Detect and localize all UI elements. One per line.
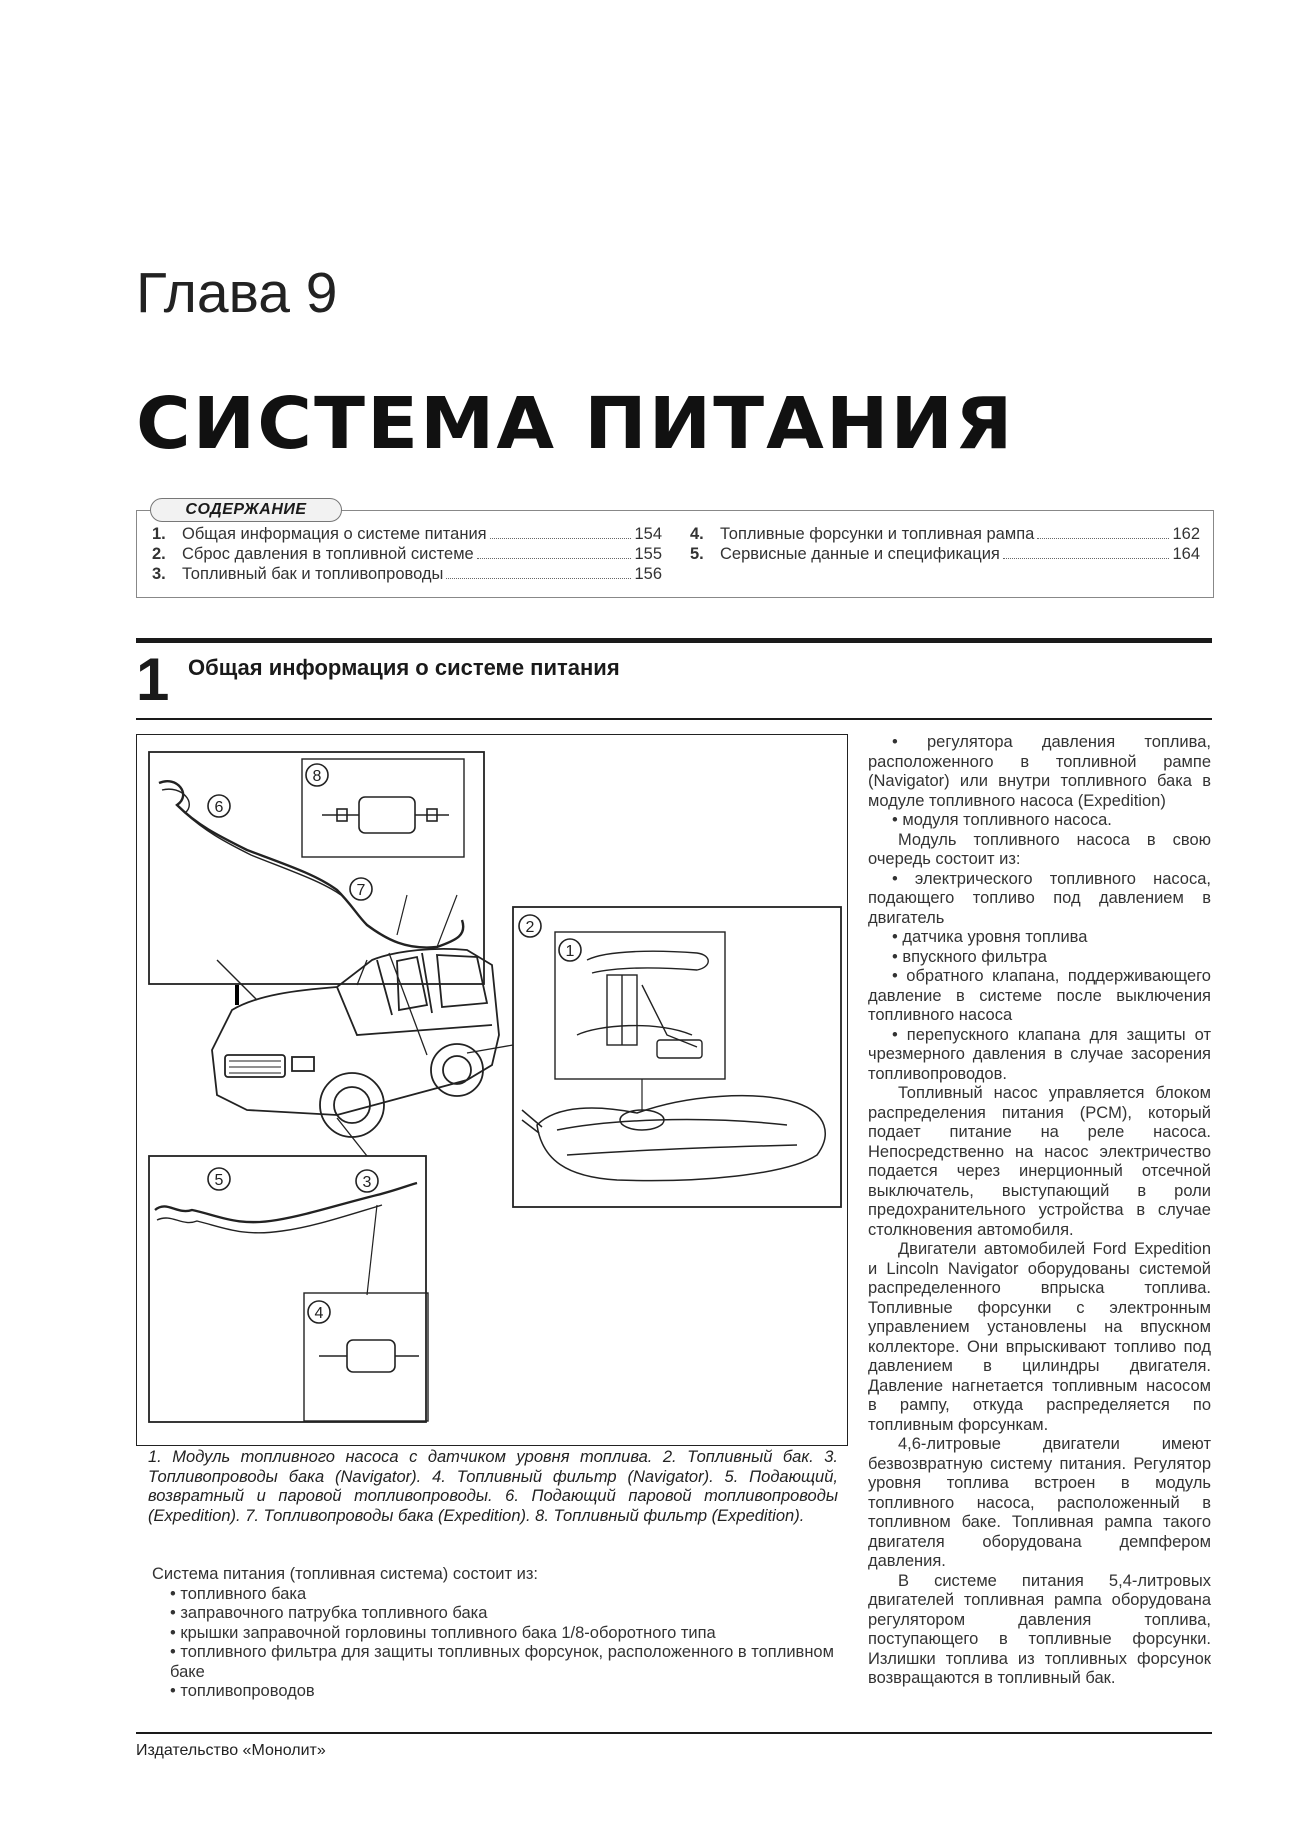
- list-item: • топливного фильтра для защиты топливных форсунок, расположенного в топливном баке: [170, 1643, 834, 1681]
- fuel-filter-drawing: [322, 797, 449, 833]
- paragraph: Двигатели автомобилей Ford Expedition и Lincoln Navigator оборудованы системой распределенного впрыска топлива. Топливные форсунки с электронным управлением установлены на впускном коллекторе. Они впрыскивают топливо под давлением в цилиндры двигателя. Давление нагнетается топливным насосом в рампу, откуда распределяется по топливным форсункам.: [868, 1240, 1211, 1434]
- toc-entry-title: Сервисные данные и спецификация: [720, 545, 1000, 563]
- toc-leader: [1003, 558, 1170, 559]
- fuel-line-expedition: [159, 781, 463, 947]
- paragraph: • обратного клапана, поддерживающего давление в системе после выключения топливного насоса: [868, 967, 1211, 1024]
- vehicle-drawing: [212, 949, 499, 1137]
- toc-entry-number: 5.: [690, 545, 704, 563]
- section-rule-top: [136, 638, 1212, 643]
- paragraph: В системе питания 5,4-литровых двигателей топливная рампа оборудована регулятором давления топлива, поступающего в топливные форсунки. Излишки топлива из топливных форсунок возвращаются в топливный бак.: [868, 1571, 1211, 1687]
- callout-2: [519, 915, 541, 937]
- section-number: 1: [136, 646, 170, 713]
- toc-leader: [490, 538, 632, 539]
- toc-heading: СОДЕРЖАНИЕ: [150, 498, 342, 522]
- publisher-footer: Издательство «Монолит»: [136, 1742, 326, 1759]
- toc-entry[interactable]: [152, 565, 662, 585]
- toc-column-right: [690, 525, 1200, 565]
- fuel-tank-drawing: [522, 1079, 825, 1181]
- svg-text:8: 8: [312, 768, 322, 785]
- toc-entry[interactable]: [690, 545, 1200, 565]
- toc-entry[interactable]: [152, 545, 662, 565]
- toc-entry-title: Топливные форсунки и топливная рампа: [720, 525, 1035, 543]
- inset-navigator-lines: [149, 1156, 426, 1422]
- paragraph: 4,6-литровые двигатели имеют безвозвратную систему питания. Регулятор уровня топлива встроен в модуль топливного насоса, расположенный в топливном баке. Топливная рампа такого двигателя оборудована демпфером давления.: [868, 1435, 1211, 1570]
- fuel-filter-navigator-drawing: [319, 1340, 419, 1372]
- toc-leader: [1037, 538, 1169, 539]
- figure-caption: 1. Модуль топливного насоса с датчиком уровня топлива. 2. Топливный бак. 3. Топливопроводы бака (Navigator). 4. Топливный фильтр (Navigator). 5. Подающий, возвратный и паровой топливопроводы. 6. Подающий паровой топливопроводы (Expedition). 7. Топливопроводы бака (Expedition). 8. Топливный фильтр (Expedition).: [148, 1448, 838, 1525]
- paragraph: • электрического топливного насоса, подающего топливо под давлением в двигатель: [868, 869, 1211, 927]
- toc-leader: [477, 558, 632, 559]
- callout-8: [306, 764, 328, 786]
- svg-text:7: 7: [356, 882, 366, 899]
- callout-7: [350, 878, 372, 900]
- toc-entry[interactable]: [690, 525, 1200, 545]
- right-column-text: [868, 733, 1211, 1689]
- fuel-line-detail: [397, 895, 457, 947]
- callout-6: [208, 795, 230, 817]
- svg-text:4: 4: [314, 1305, 324, 1322]
- callout-1: [559, 939, 581, 961]
- section-rule-bottom: [136, 718, 1212, 720]
- svg-text:5: 5: [214, 1172, 224, 1189]
- components-intro: Система питания (топливная система) состоит из:: [152, 1565, 538, 1583]
- fuel-pump-module-drawing: [577, 951, 708, 1058]
- fuel-line-navigator: [155, 1183, 417, 1222]
- chapter-title: СИСТЕМА ПИТАНИЯ: [136, 382, 1015, 465]
- toc-entry-page: 156: [634, 565, 662, 583]
- section-title: Общая информация о системе питания: [188, 655, 620, 680]
- list-item: • крышки заправочной горловины топливного бака 1/8-оборотного типа: [170, 1623, 716, 1642]
- paragraph: • перепускного клапана для защиты от чрезмерного давления в случае засорения топливопроводов.: [868, 1025, 1211, 1083]
- toc-entry-page: 154: [634, 525, 662, 543]
- list-item: • топливного бака: [170, 1584, 307, 1603]
- paragraph: • модуля топливного насоса.: [892, 811, 1112, 829]
- toc-entry[interactable]: [152, 525, 662, 545]
- fuel-system-figure: [136, 734, 848, 1446]
- toc-entry-number: 3.: [152, 565, 166, 583]
- chapter-label: Глава 9: [136, 261, 338, 325]
- toc-entry-number: 1.: [152, 525, 166, 543]
- toc-entry-number: 4.: [690, 525, 704, 543]
- toc-leader: [446, 578, 631, 579]
- toc-entry-title: Сброс давления в топливной системе: [182, 545, 474, 563]
- toc-entry-page: 162: [1172, 525, 1200, 543]
- list-item: • заправочного патрубка топливного бака: [170, 1604, 488, 1622]
- list-item: • топливопроводов: [170, 1682, 315, 1700]
- paragraph: Модуль топливного насоса в свою очередь состоит из:: [868, 830, 1211, 868]
- toc-entry-page: 164: [1172, 545, 1200, 563]
- toc-entry-page: 155: [634, 545, 662, 563]
- paragraph: Топливный насос управляется блоком распределения питания (PCM), который подает питание на реле насоса. Непосредственно на насос электричество подается через инерционный отсечной выключатель, выступающий в роли предохранительного устройства в случае столкновения автомобиля.: [868, 1084, 1211, 1239]
- svg-text:2: 2: [525, 919, 535, 936]
- callout-4: [308, 1301, 330, 1323]
- fuel-system-components: [152, 1565, 847, 1702]
- svg-text:1: 1: [565, 943, 575, 960]
- toc-column-left: [152, 525, 662, 585]
- callout-3: [356, 1170, 378, 1192]
- callout-5: [208, 1168, 230, 1190]
- paragraph: • впускного фильтра: [892, 947, 1047, 966]
- paragraph: • регулятора давления топлива, расположенного в топливной рампе (Navigator) или внутри топливного бака в модуле топливного насоса (Expedition): [868, 733, 1211, 810]
- paragraph: • датчика уровня топлива: [892, 928, 1088, 946]
- toc-entry-number: 2.: [152, 545, 166, 563]
- svg-text:3: 3: [362, 1174, 372, 1191]
- fuel-system-diagram: [137, 735, 847, 1445]
- footer-rule: [136, 1732, 1212, 1734]
- toc-entry-title: Топливный бак и топливопроводы: [182, 565, 444, 583]
- svg-text:6: 6: [214, 799, 224, 816]
- toc-entry-title: Общая информация о системе питания: [182, 525, 487, 543]
- vapor-line-expedition: [162, 789, 341, 895]
